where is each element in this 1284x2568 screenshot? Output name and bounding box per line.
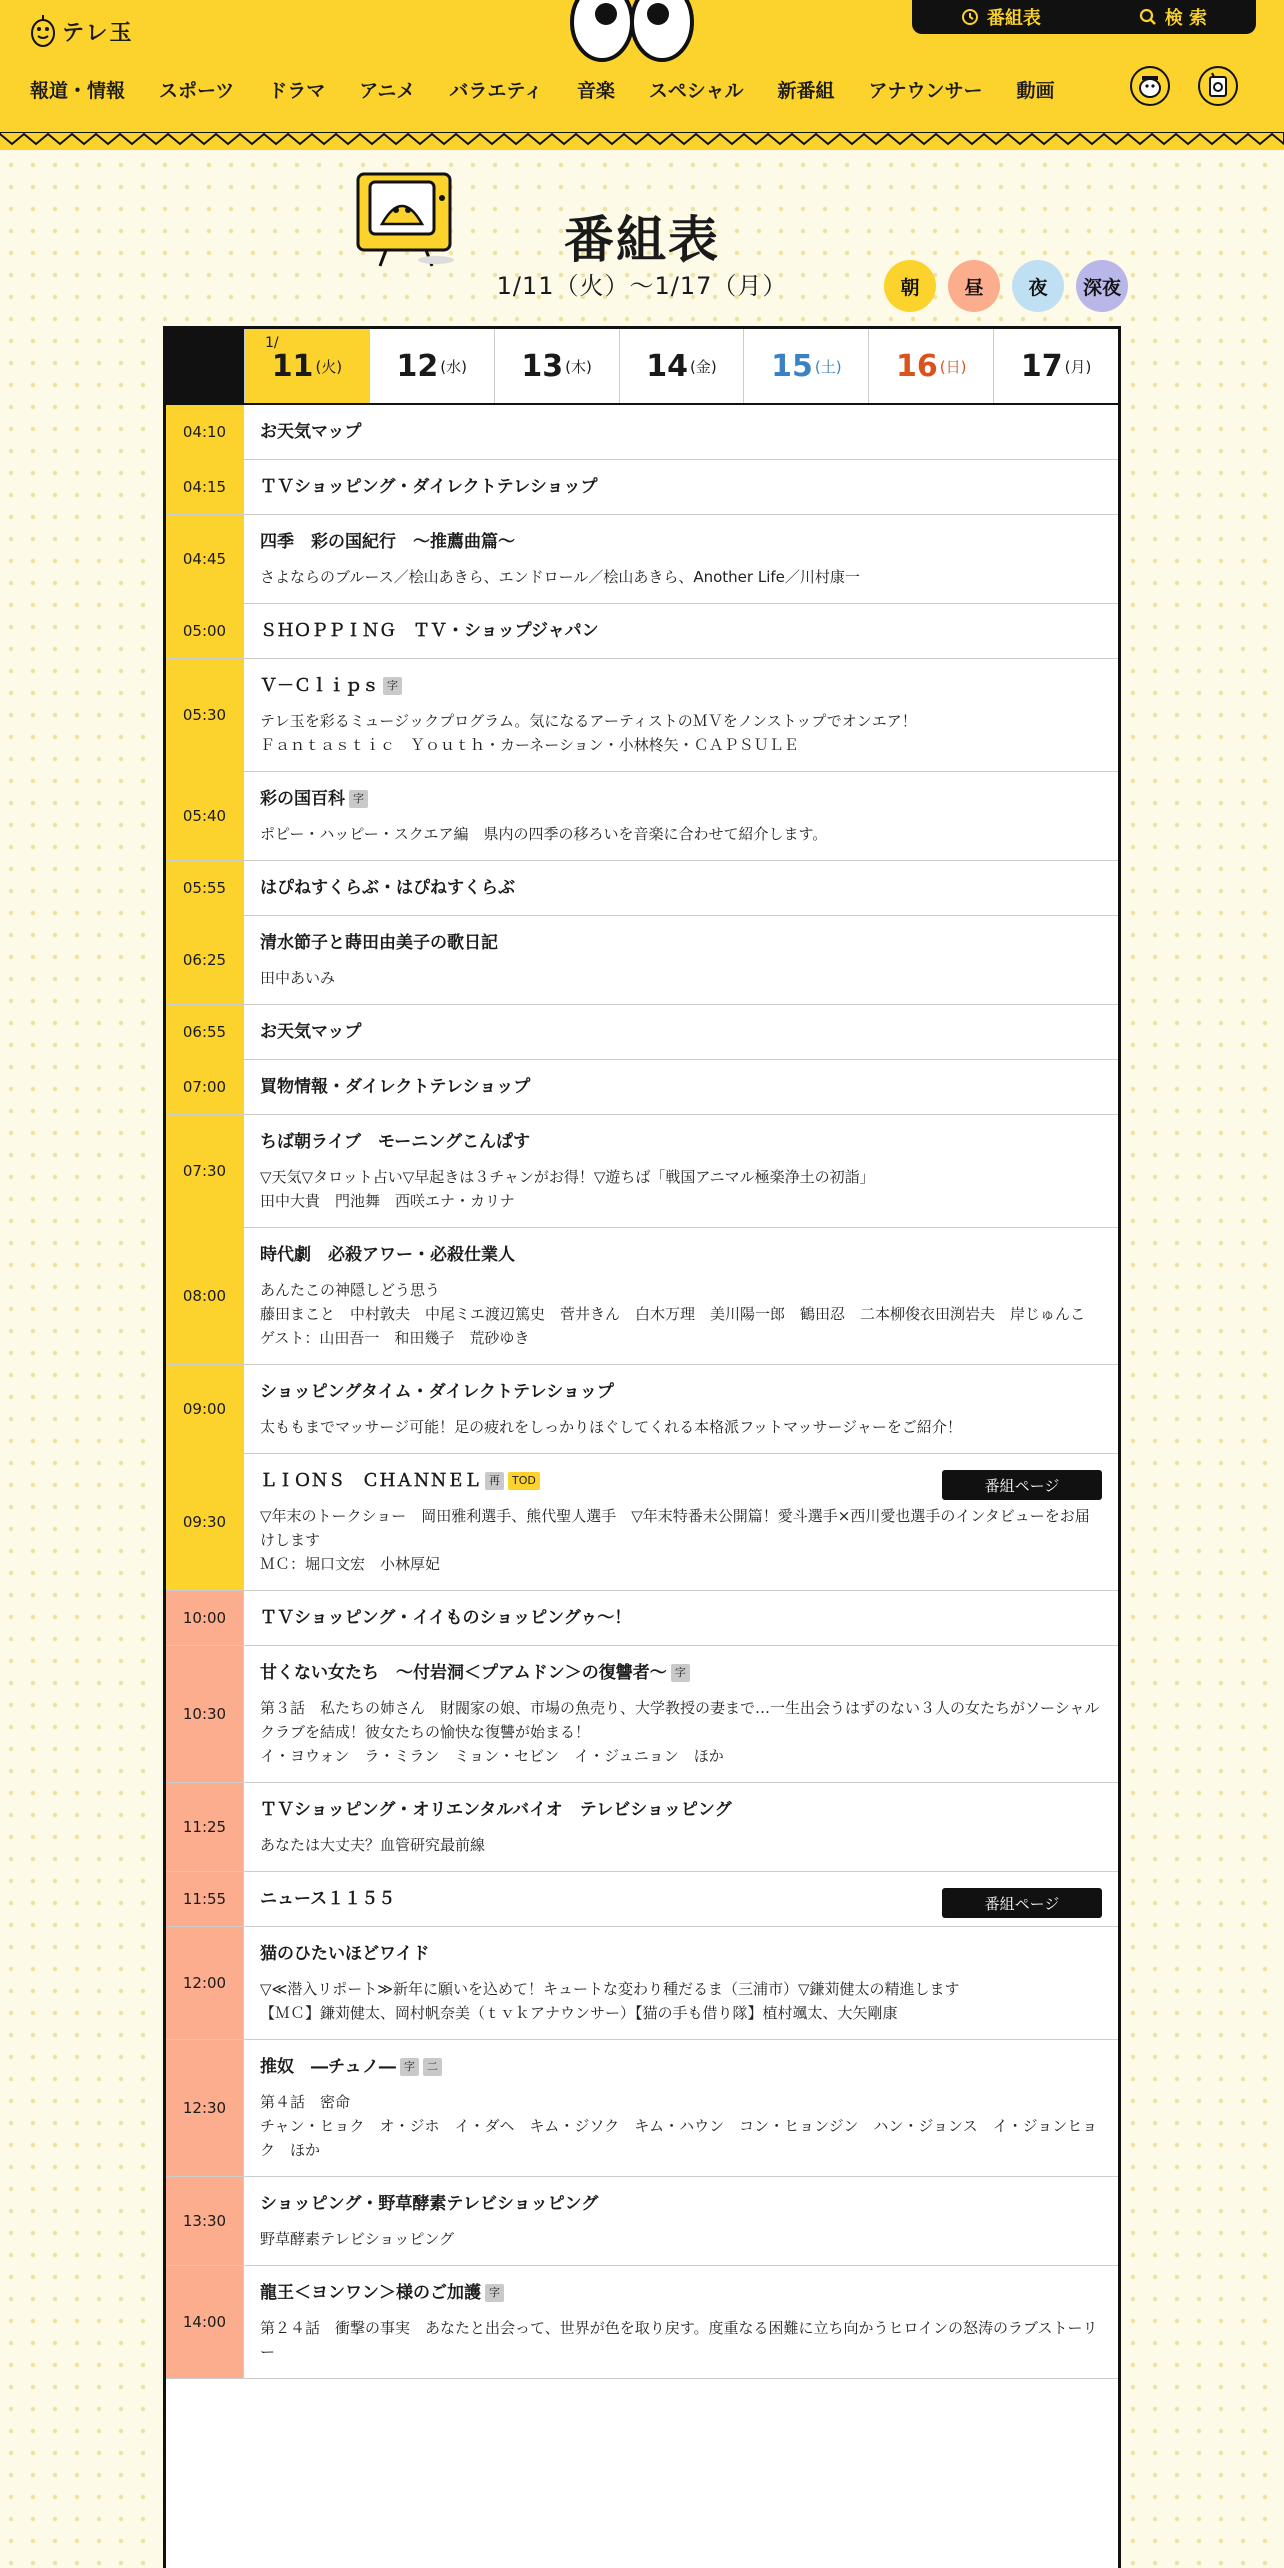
day-tab[interactable] <box>244 329 369 403</box>
program-title[interactable] <box>260 618 1102 644</box>
day-of-week: (金) <box>690 357 717 376</box>
program-time: 11:55 <box>166 1872 244 1926</box>
program-page-button[interactable]: 番組ページ <box>942 1888 1102 1918</box>
program-title-text: ＴＶショッピング・オリエンタルバイオ テレビショッピング <box>260 1800 732 1820</box>
page-title: 番組表 <box>564 211 720 269</box>
program-row[interactable] <box>166 515 1118 604</box>
site-header <box>0 0 1284 150</box>
program-row[interactable] <box>166 1872 1118 1927</box>
program-title-text: 甘くない女たち ～付岩洞＜プアムドン＞の復讐者～ <box>260 1663 667 1683</box>
program-title-text: 四季 彩の国紀行 ～推薦曲篇～ <box>260 532 515 552</box>
program-title[interactable] <box>260 1129 1102 1155</box>
program-row[interactable] <box>166 460 1118 515</box>
program-info <box>244 1005 1118 1059</box>
program-time: 06:55 <box>166 1005 244 1059</box>
program-row[interactable] <box>166 772 1118 861</box>
program-title[interactable] <box>260 419 1102 445</box>
program-info <box>244 405 1118 459</box>
program-row[interactable] <box>166 916 1118 1005</box>
program-info <box>244 1646 1118 1782</box>
top-utility-bar <box>912 0 1256 34</box>
program-row[interactable] <box>166 604 1118 659</box>
day-of-week: (日) <box>939 357 967 376</box>
program-info <box>244 2266 1118 2378</box>
program-title-text: ちば朝ライブ モーニングこんぱす <box>260 1132 530 1152</box>
nav-news[interactable]: 報道・情報 <box>30 80 126 102</box>
program-info <box>244 1365 1118 1453</box>
nav-icon-links <box>1130 66 1238 106</box>
logo-text: テレ玉 <box>62 20 134 46</box>
schedule-table <box>163 326 1121 2568</box>
program-title-text: Ｖ－Ｃｌｉｐｓ <box>260 676 379 696</box>
program-row[interactable] <box>166 659 1118 772</box>
program-time: 05:30 <box>166 659 244 771</box>
day-tab[interactable] <box>494 329 619 403</box>
program-title-text: ＳＨＯＰＰＩＮＧ ＴＶ・ショップジャパン <box>260 621 599 641</box>
program-info <box>244 2040 1118 2176</box>
program-title[interactable] <box>260 1660 1102 1686</box>
program-time: 04:45 <box>166 515 244 603</box>
program-info <box>244 916 1118 1004</box>
search-link[interactable] <box>1139 4 1207 30</box>
program-description: 田中あいみ <box>260 969 336 987</box>
header-corner <box>166 329 244 403</box>
day-of-week: (土) <box>814 357 842 376</box>
tv-mascot-icon <box>356 168 460 268</box>
mascot-eyes-icon <box>568 0 696 64</box>
nav-music[interactable]: 音楽 <box>576 80 615 102</box>
nav-new-programs[interactable]: 新番組 <box>777 80 835 102</box>
program-time: 12:30 <box>166 2040 244 2176</box>
program-row[interactable] <box>166 1783 1118 1872</box>
program-title[interactable] <box>260 1605 1102 1631</box>
day-number: 16 <box>895 348 938 384</box>
month-label: 1/ <box>265 335 279 351</box>
program-description: 第４話 密命 チャン・ヒョク オ・ジホ イ・ダヘ キム・ジソク キム・ハウン コン・ヒョンジン ハン・ジョンス イ・ジョンヒョク ほか <box>260 2093 1098 2159</box>
day-number: 17 <box>1020 348 1063 384</box>
day-tab[interactable] <box>868 329 993 403</box>
program-row[interactable] <box>166 1365 1118 1454</box>
program-time: 07:00 <box>166 1060 244 1114</box>
program-info <box>244 1783 1118 1871</box>
program-info <box>244 1060 1118 1114</box>
program-title[interactable] <box>260 930 1102 956</box>
program-time: 06:25 <box>166 916 244 1004</box>
program-time: 12:00 <box>166 1927 244 2039</box>
tod-latenight-button[interactable]: 深夜 <box>1076 260 1128 312</box>
program-title-text: ニュース１１５５ <box>260 1889 396 1909</box>
program-time: 10:00 <box>166 1591 244 1645</box>
time-of-day-buttons <box>884 260 1128 312</box>
program-time: 05:00 <box>166 604 244 658</box>
day-number: 11 <box>271 348 314 384</box>
program-row[interactable] <box>166 1591 1118 1646</box>
day-of-week: (火) <box>315 357 343 376</box>
program-title-text: 彩の国百科 <box>260 789 345 809</box>
program-title-text: 時代劇 必殺アワー・必殺仕業人 <box>260 1245 515 1265</box>
program-time: 13:30 <box>166 2177 244 2265</box>
program-info <box>244 1872 1118 1926</box>
program-title[interactable] <box>260 1379 1102 1405</box>
program-time: 05:40 <box>166 772 244 860</box>
tele-tama-radio-icon[interactable] <box>1198 66 1238 106</box>
program-row[interactable] <box>166 2040 1118 2177</box>
program-title[interactable] <box>260 1242 1102 1268</box>
program-title-text: ＬＩＯＮＳ ＣＨＡＮＮＥＬ <box>260 1471 481 1491</box>
program-title[interactable] <box>260 1074 1102 1100</box>
program-title-text: 推奴 ―チュノ― <box>260 2057 396 2077</box>
program-time: 10:30 <box>166 1646 244 1782</box>
program-row[interactable] <box>166 1005 1118 1060</box>
nav-anime[interactable]: アニメ <box>359 80 416 102</box>
program-description: 太ももまでマッサージ可能！足の疲れをしっかりほぐしてくれる本格派フットマッサージャーをご紹介！ <box>260 1418 962 1436</box>
program-row[interactable] <box>166 1454 1118 1591</box>
program-title-text: ショッピング・野草酵素テレビショッピング <box>260 2194 599 2214</box>
program-info <box>244 2177 1118 2265</box>
tod-evening-button[interactable]: 夜 <box>1012 260 1064 312</box>
day-number: 13 <box>521 348 564 384</box>
tod-morning-button[interactable]: 朝 <box>884 260 936 312</box>
program-row[interactable] <box>166 2177 1118 2266</box>
program-title[interactable] <box>260 875 1102 901</box>
program-page-button[interactable]: 番組ページ <box>942 1470 1102 1500</box>
day-number: 14 <box>646 348 689 384</box>
day-of-week: (木) <box>565 357 592 376</box>
program-time: 08:00 <box>166 1228 244 1364</box>
program-description: さよならのブルース／桧山あきら、エンドロール／桧山あきら、Another Life／川村康一 <box>260 568 860 586</box>
program-description: 第３話 私たちの姉さん 財閥家の娘、市場の魚売り、大学教授の妻まで…一生出会うはずのない３人の女たちがソーシャルクラブを結成！彼女たちの愉快な復讐が始まる！ イ・ヨウォン ラ・ミラン ミョン・セビン イ・ジュニョン ほか <box>260 1699 1100 1765</box>
nav-sports[interactable]: スポーツ <box>159 80 235 102</box>
tele-tama-mascot-icon <box>30 14 56 48</box>
program-info <box>244 1927 1118 2039</box>
program-title[interactable] <box>260 1941 1102 1967</box>
program-info <box>244 772 1118 860</box>
nav-announcers[interactable]: アナウンサー <box>868 80 983 102</box>
main-nav <box>30 76 1089 103</box>
program-title-text: お天気マップ <box>260 1022 362 1042</box>
program-badge: 字 <box>383 677 402 695</box>
program-info <box>244 604 1118 658</box>
tele-tama-tomo-icon[interactable] <box>1130 66 1170 106</box>
program-row[interactable] <box>166 2266 1118 2379</box>
tod-daytime-button[interactable]: 昼 <box>948 260 1000 312</box>
program-description: ▽天気▽タロット占い▽早起きは３チャンがお得！▽遊ちば「戦国アニマル極楽浄土の初詣」 田中大貴 門池舞 西咲エナ・カリナ <box>260 1168 875 1210</box>
program-title-text: 買物情報・ダイレクトテレショップ <box>260 1077 531 1097</box>
program-title[interactable] <box>260 2054 1102 2080</box>
program-description: 野草酵素テレビショッピング <box>260 2230 455 2248</box>
program-badge: TOD <box>508 1472 540 1490</box>
day-number: 15 <box>771 348 813 384</box>
program-description: あなたは大丈夫？血管研究最前線 <box>260 1836 486 1854</box>
date-range: 1/11（火）〜1/17（月） <box>496 272 788 300</box>
program-title[interactable] <box>260 2191 1102 2217</box>
day-tab[interactable] <box>619 329 744 403</box>
program-time: 05:55 <box>166 861 244 915</box>
program-title-text: はぴねすくらぶ・はぴねすくらぶ <box>260 878 515 898</box>
program-description: テレ玉を彩るミュージックプログラム。気になるアーティストのＭＶをノンストップでオンエア！ Ｆａｎｔａｓｔｉｃ Ｙｏｕｔｈ・カーネーション・小林柊矢・ＣＡＰＳＵＬＥ <box>260 712 917 754</box>
program-title-text: ショッピングタイム・ダイレクトテレショップ <box>260 1382 614 1402</box>
program-time: 04:15 <box>166 460 244 514</box>
program-description: 第２４話 衝撃の事実 あなたと出会って、世界が色を取り戻す。度重なる困難に立ち向かうヒロインの怒涛のラブストーリー <box>260 2319 1098 2361</box>
day-number: 12 <box>396 348 439 384</box>
program-time: 14:00 <box>166 2266 244 2378</box>
program-info <box>244 1115 1118 1227</box>
program-title[interactable] <box>260 1797 1102 1823</box>
program-list <box>166 405 1118 2379</box>
header-zigzag-edge <box>0 132 1284 152</box>
program-title-text: ＴＶショッピング・イイものショッピングゥ～！ <box>260 1608 632 1628</box>
program-time: 09:30 <box>166 1454 244 1590</box>
program-title-text: お天気マップ <box>260 422 362 442</box>
program-info <box>244 1228 1118 1364</box>
program-badge: 字 <box>349 790 368 808</box>
program-row[interactable] <box>166 1228 1118 1365</box>
program-badge: 字 <box>671 1664 690 1682</box>
nav-videos[interactable]: 動画 <box>1016 80 1055 102</box>
day-of-week: (月) <box>1064 357 1092 376</box>
day-header <box>166 329 1118 405</box>
program-info <box>244 1591 1118 1645</box>
schedule-link[interactable] <box>961 4 1041 30</box>
program-row[interactable] <box>166 1927 1118 2040</box>
program-title-text: 猫のひたいほどワイド <box>260 1944 430 1964</box>
program-badge: 字 <box>485 2284 504 2302</box>
program-description: あんたこの神隠しどう思う 藤田まこと 中村敦夫 中尾ミエ渡辺篤史 菅井きん 白木万理 美川陽一郎 鶴田忍 二本柳俊衣田渕岩夫 岸じゅんこ ゲスト：山田吾一 和田幾子 荒砂ゆき <box>260 1281 1086 1347</box>
search-icon <box>1139 8 1157 26</box>
site-logo[interactable] <box>30 14 134 48</box>
day-of-week: (水) <box>440 357 468 376</box>
program-info <box>244 1454 1118 1590</box>
program-info <box>244 861 1118 915</box>
program-title-text: ＴＶショッピング・ダイレクトテレショップ <box>260 477 598 497</box>
program-time: 09:00 <box>166 1365 244 1453</box>
program-title-text: 龍王＜ヨンワン＞様のご加護 <box>260 2283 481 2303</box>
nav-special[interactable]: スペシャル <box>648 80 744 102</box>
program-row[interactable] <box>166 405 1118 460</box>
program-time: 11:25 <box>166 1783 244 1871</box>
search-link-label: 検 索 <box>1164 8 1208 29</box>
nav-variety[interactable]: バラエティ <box>449 80 543 102</box>
program-title[interactable] <box>260 673 1102 699</box>
program-description: ▽年末のトークショー 岡田雅利選手、熊代聖人選手 ▽年末特番未公開篇！愛斗選手×西川愛也選手のインタビューをお届けします ＭＣ：堀口文宏 小林厚妃 <box>260 1507 1090 1573</box>
program-title[interactable] <box>260 2280 1102 2306</box>
program-title[interactable] <box>260 786 1102 812</box>
program-description: ポピー・ハッピー・スクエア編 県内の四季の移ろいを音楽に合わせて紹介します。 <box>260 825 828 843</box>
program-badge: 字 <box>400 2058 419 2076</box>
program-row[interactable] <box>166 1060 1118 1115</box>
day-tab[interactable] <box>743 329 868 403</box>
program-time: 07:30 <box>166 1115 244 1227</box>
day-tab[interactable] <box>369 329 494 403</box>
program-info <box>244 515 1118 603</box>
program-title[interactable] <box>260 474 1102 500</box>
program-info <box>244 659 1118 771</box>
program-title[interactable] <box>260 1019 1102 1045</box>
day-tab[interactable] <box>993 329 1118 403</box>
program-description: ▽≪潜入リポート≫新年に願いを込めて！キュートな変わり種だるま（三浦市）▽鎌苅健太の精進します 【ＭＣ】鎌苅健太、岡村帆奈美（ｔｖｋアナウンサー）【猫の手も借り隊】植村颯太、大矢剛康 <box>260 1980 960 2022</box>
schedule-link-label: 番組表 <box>986 8 1041 29</box>
program-time: 04:10 <box>166 405 244 459</box>
clock-icon <box>961 8 979 26</box>
program-badge: 再 <box>485 1472 504 1490</box>
program-row[interactable] <box>166 1115 1118 1228</box>
nav-drama[interactable]: ドラマ <box>268 80 326 102</box>
program-title[interactable] <box>260 529 1102 555</box>
program-row[interactable] <box>166 861 1118 916</box>
program-info <box>244 460 1118 514</box>
program-row[interactable] <box>166 1646 1118 1783</box>
program-title-text: 清水節子と蒔田由美子の歌日記 <box>260 933 498 953</box>
program-badge: 二 <box>423 2058 442 2076</box>
